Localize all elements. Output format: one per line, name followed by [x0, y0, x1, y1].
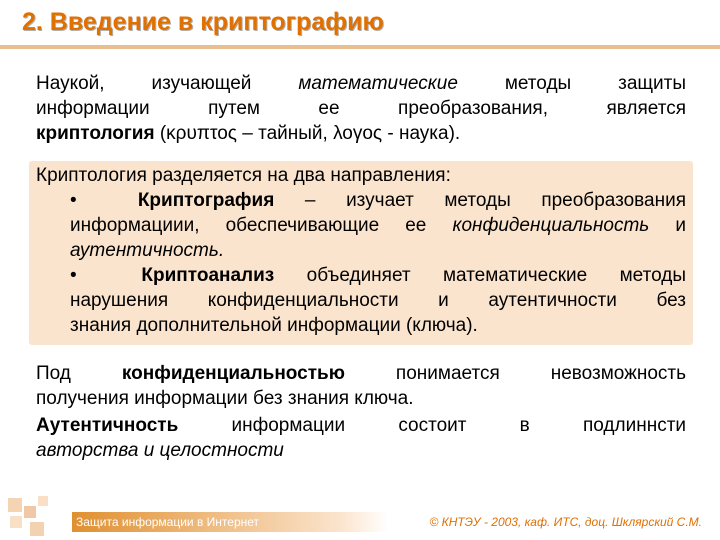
- intro-text-end: методы защиты: [504, 73, 686, 94]
- intro-text: Наукой, изучающей: [36, 73, 252, 94]
- direction-item-2: [70, 264, 686, 288]
- intro-line-3: [36, 122, 686, 146]
- term-cryptanalysis: Криптоанализ: [141, 265, 275, 286]
- slide-title: 2. Введение в криптографию: [22, 8, 384, 36]
- intro-italic: математические: [298, 73, 458, 94]
- footer-copyright: © КНТЭУ - 2003, каф. ИТС, доц. Шклярский С.М.: [429, 515, 702, 529]
- term-confidentiality-def: конфиденциальностью: [121, 363, 345, 384]
- def-text-end: понимается невозможность: [395, 363, 686, 384]
- direction-item-1: [70, 189, 686, 213]
- direction-item-2-line-2: нарушения конфиденциальности и аутентичности без: [70, 290, 686, 311]
- bullet-icon: •: [70, 190, 77, 211]
- term-authenticity-def: Аутентичность: [36, 415, 179, 436]
- definition-line-1: [36, 362, 686, 386]
- item1-text: – изучает методы преобразования: [304, 190, 687, 211]
- term-authenticity: аутентичность.: [70, 240, 225, 261]
- etymology: (κρυπτος – тайный, λογος - наука).: [159, 123, 461, 144]
- intro-line-2: информации путем ее преобразования, является: [36, 98, 686, 119]
- definition-line-3: [36, 414, 686, 438]
- footer-course-title: Защита информации в Интернет: [72, 512, 388, 532]
- directions-heading: Криптология разделяется на два направления:: [36, 165, 451, 186]
- term-confidentiality: конфиденциальность: [452, 215, 650, 236]
- direction-item-1-line-3: [70, 239, 686, 263]
- intro-line-1: [36, 72, 686, 96]
- item1-conj: и: [675, 215, 687, 236]
- definition-line-4: авторства и целостности: [36, 440, 284, 461]
- direction-item-1-line-2: [70, 214, 686, 238]
- def-text-3: информации состоит в подлиннсти: [231, 415, 687, 436]
- term-cryptology: криптология: [36, 123, 155, 144]
- corner-decoration-icon: [0, 494, 60, 540]
- term-cryptography: Криптография: [137, 190, 275, 211]
- bullet-icon: •: [70, 265, 77, 286]
- definition-line-2: получения информации без знания ключа.: [36, 388, 414, 409]
- item2-text: объединяет математические методы: [306, 265, 686, 286]
- title-divider: [0, 45, 720, 49]
- direction-item-2-line-3: знания дополнительной информации (ключа).: [70, 315, 478, 336]
- def-text: Под: [36, 363, 71, 384]
- item1-text-2: информациии, обеспечивающие ее: [70, 215, 427, 236]
